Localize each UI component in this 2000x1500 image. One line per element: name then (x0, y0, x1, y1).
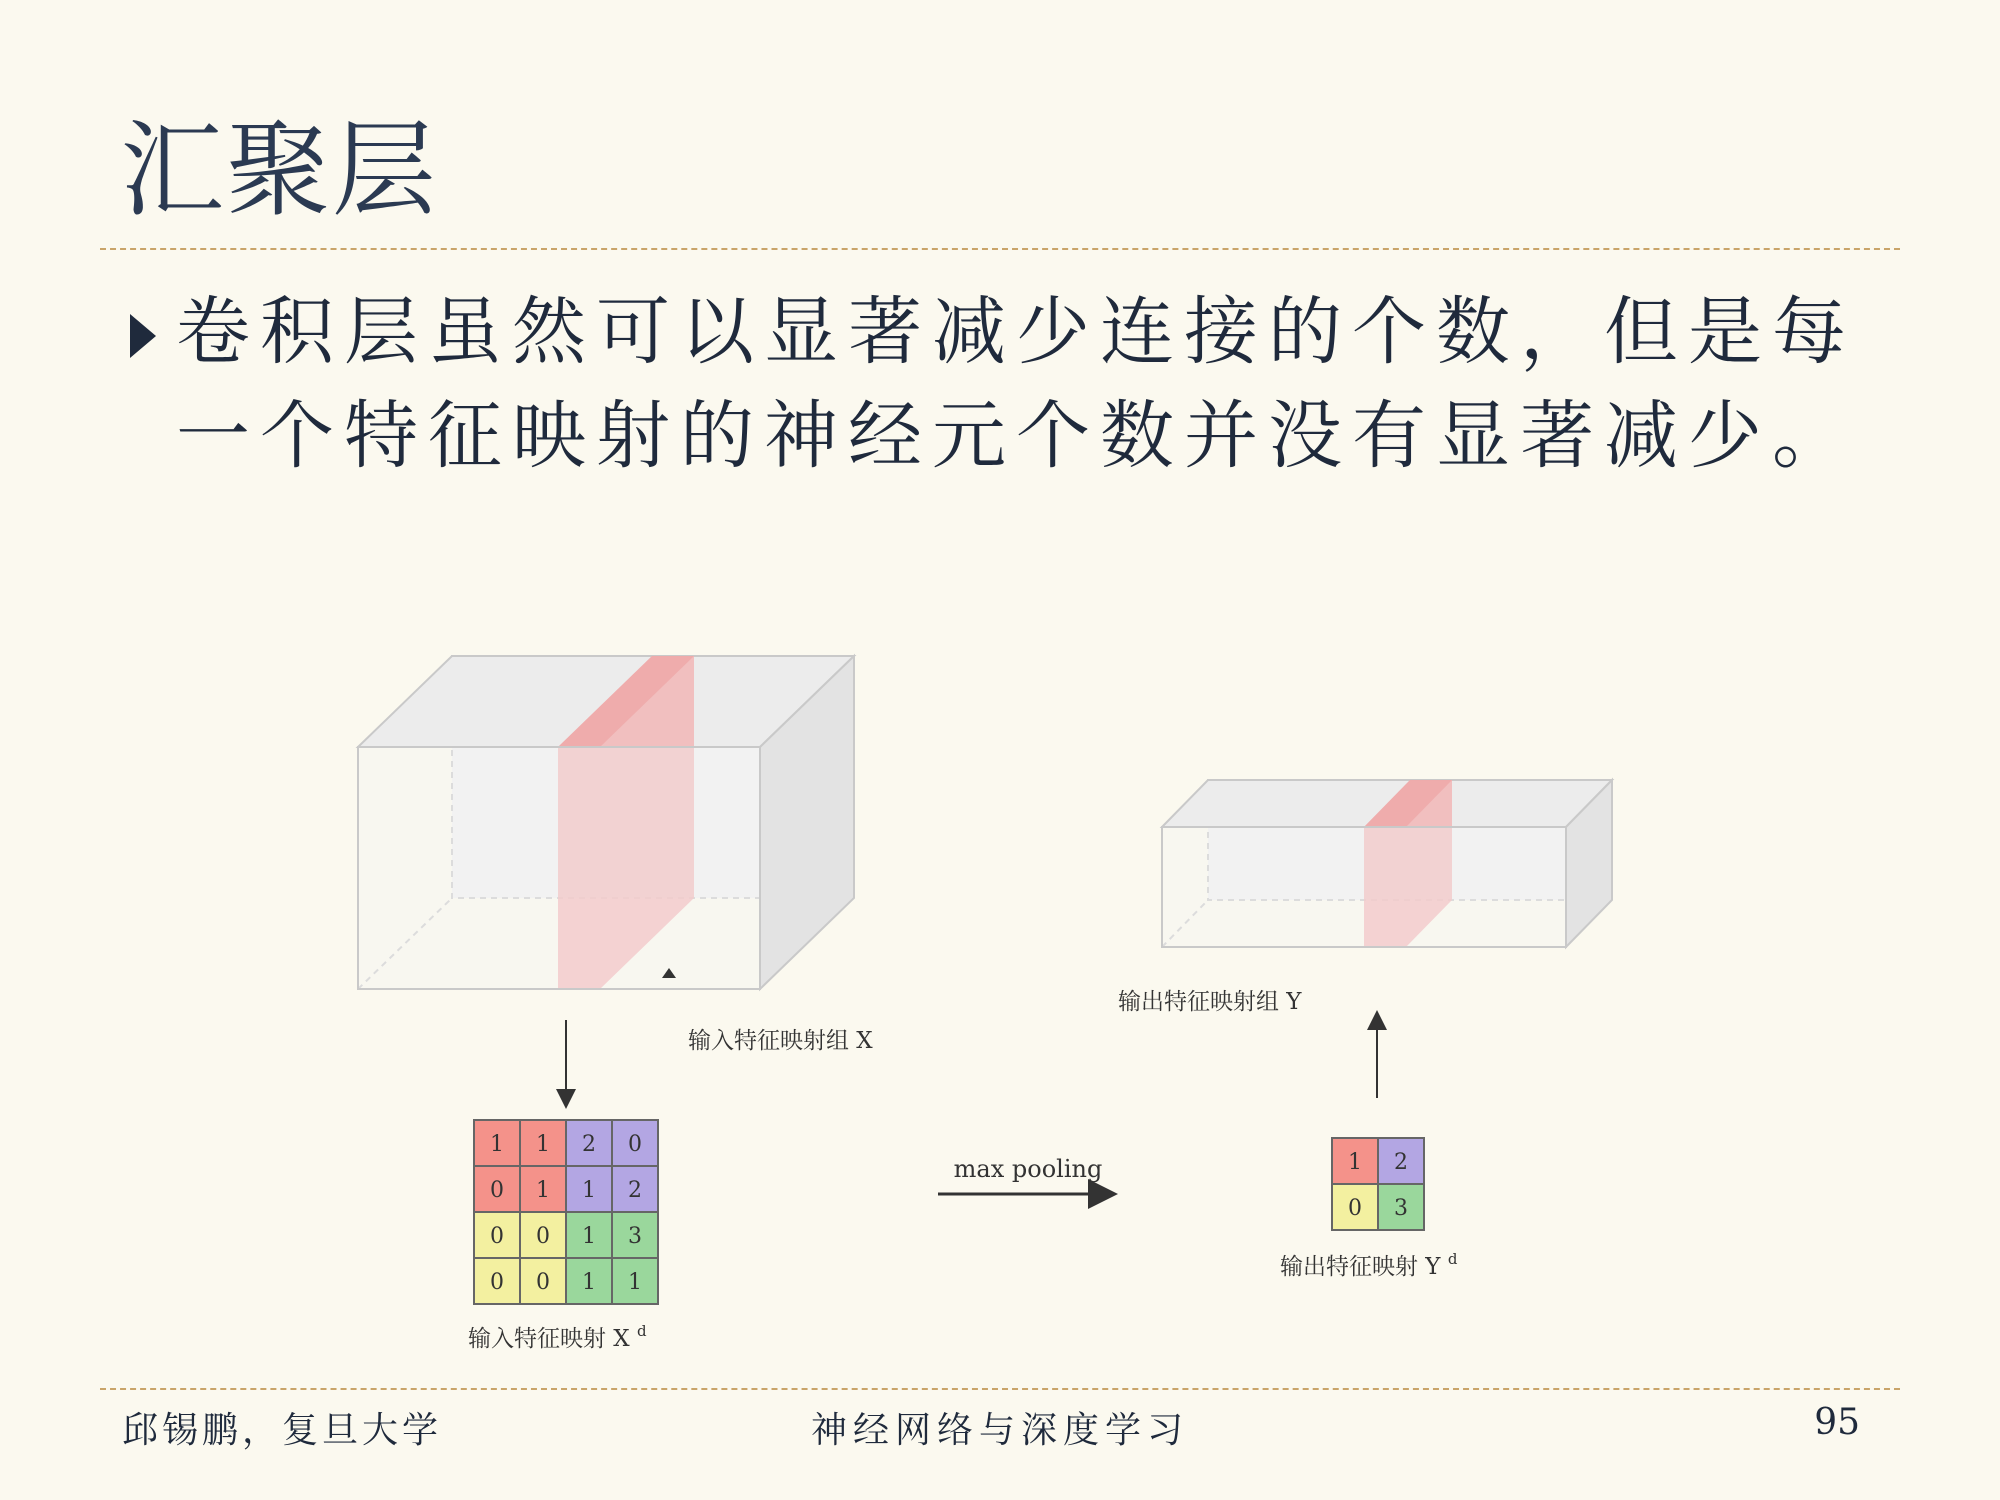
grid-cell-value: 0 (536, 1270, 550, 1295)
grid-cell-value: 1 (536, 1178, 550, 1203)
page-number: 95 (1814, 1402, 1860, 1443)
bullet-text: 卷积层虽然可以显著减少连接的个数，但是每一个特征映射的神经元个数并没有显著减少。 (176, 289, 1856, 479)
grid-cell-value: 0 (490, 1178, 504, 1203)
grid-cell-value: 2 (1394, 1150, 1408, 1175)
footer-divider (100, 1388, 1900, 1390)
output-feature-group-box (1162, 780, 1612, 947)
grid-cell-value: 0 (490, 1224, 504, 1249)
input-feature-group-box (358, 656, 854, 989)
input-map-label (468, 1322, 647, 1352)
grid-cell-value: 2 (628, 1178, 642, 1203)
slide-title: 汇聚层 (120, 109, 439, 231)
grid-cell-value: 1 (490, 1132, 504, 1157)
output-group-label: 输出特征映射组 Y (1118, 989, 1302, 1015)
output-map-label (1280, 1250, 1458, 1280)
grid-cell-value: 1 (582, 1270, 596, 1295)
output-map-label-sup: d (1447, 1250, 1458, 1268)
grid-cell-value: 2 (582, 1132, 596, 1157)
input-group-label: 输入特征映射组 X (688, 1028, 873, 1054)
footer-course: 神经网络与深度学习 (810, 1410, 1189, 1451)
grid-cell-value: 3 (1394, 1196, 1408, 1221)
input-map-label-sup: d (637, 1322, 647, 1340)
grid-cell-value: 1 (1348, 1150, 1362, 1175)
input-feature-map-grid (474, 1120, 658, 1304)
output-feature-map-grid (1332, 1138, 1424, 1230)
input-map-label-text: 输入特征映射 X (468, 1326, 630, 1352)
grid-cell-value: 0 (536, 1224, 550, 1249)
footer-author: 邱锡鹏，复旦大学 (122, 1410, 443, 1451)
grid-cell-value: 0 (490, 1270, 504, 1295)
grid-cell-value: 1 (582, 1178, 596, 1203)
output-map-label-text: 输出特征映射 Y (1280, 1254, 1441, 1280)
grid-cell-value: 3 (628, 1224, 642, 1249)
grid-cell-value: 1 (628, 1270, 642, 1295)
grid-cell-value: 1 (536, 1132, 550, 1157)
grid-cell-value: 0 (628, 1132, 642, 1157)
grid-cell-value: 0 (1348, 1196, 1362, 1221)
max-pooling-label: max pooling (953, 1155, 1103, 1183)
grid-cell-value: 1 (582, 1224, 596, 1249)
